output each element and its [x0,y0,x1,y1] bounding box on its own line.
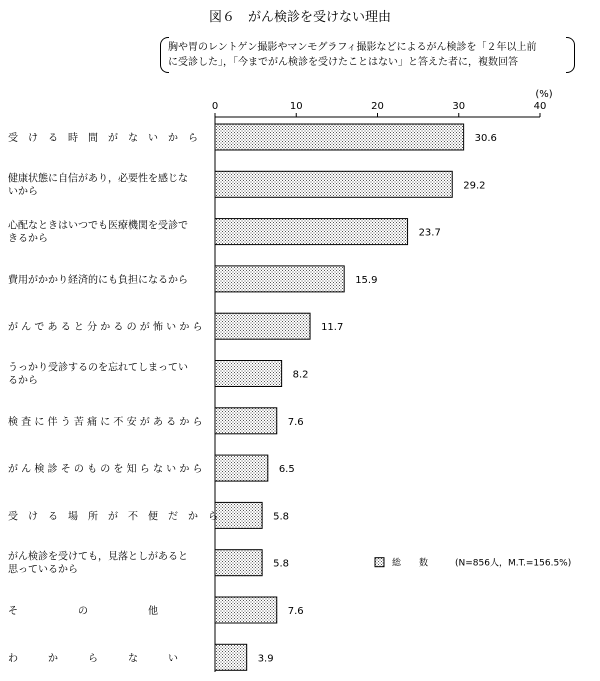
category-label: が ん 検 診 そ の も の を 知 ら な い か ら [8,464,203,476]
unit-label: (%) [535,89,553,100]
bar [215,597,277,623]
category-label: 思っているから [8,564,78,576]
x-tick-label: 20 [371,101,384,112]
bar [215,408,277,434]
x-tick-label: 10 [289,101,303,112]
data-label: 29.2 [463,180,486,192]
category-label: 受 け る 場 所 が 不 便 だ か ら [8,511,218,523]
category-label: わ か ら な い [8,653,178,665]
subtitle-line: に受診した」，「今までがん検診を受けたことはない」と答えた者に，複数回答 [168,57,518,68]
category-label: 心配なときはいつでも医療機関を受診で [8,220,188,232]
bar [215,124,464,150]
bar [215,550,262,576]
bar [215,455,268,481]
data-label: 7.6 [287,416,304,428]
chart-title: 図６ がん検診を受けない理由 [208,10,391,25]
data-label: 7.6 [287,606,304,617]
data-label: 6.5 [278,464,295,476]
x-tick-label: 0 [211,101,219,112]
category-label: 費用がかかり経済的にも負担になるから [8,274,188,286]
data-label: 23.7 [418,227,441,239]
bar [215,171,452,197]
category-label: きるから [8,233,48,245]
legend-swatch [375,558,384,567]
data-label: 30.6 [474,133,497,144]
data-label: 8.2 [292,369,309,381]
category-label: が ん で あ る と 分 か る の が 怖 い か ら [8,322,203,334]
bar [215,644,247,670]
category-label: 検 査 に 伴 う 苦 痛 に 不 安 が あ る か ら [8,416,203,428]
bar [215,266,344,292]
category-label: がん検診を受けても，見落としがあると [8,551,188,563]
bar [215,502,262,528]
category-label: 受 け る 時 間 が な い か ら [8,133,198,144]
data-label: 5.8 [273,558,290,570]
bar [215,219,408,245]
x-tick-label: 40 [533,101,547,112]
category-label: うっかり受診するのを忘れてしまってい [8,362,188,374]
bar [215,313,310,339]
legend-note: (N=856人，M.T.=156.5%) [455,558,572,569]
category-label: るから [8,375,38,387]
category-label: 健康状態に自信があり，必要性を感じな [8,173,188,185]
x-tick-label: 30 [452,101,466,112]
subtitle-line: 胸や胃のレントゲン撮影やマンモグラフィ撮影などによるがん検診を「２年以上前 [168,42,537,53]
data-label: 15.9 [355,274,378,286]
data-label: 3.9 [257,653,274,665]
bar [215,361,282,387]
data-label: 11.7 [321,322,344,334]
data-label: 5.8 [273,511,290,523]
legend-series-name: 総 数 [392,558,429,569]
category-label: そ の 他 [8,606,158,617]
category-label: いから [8,186,38,198]
